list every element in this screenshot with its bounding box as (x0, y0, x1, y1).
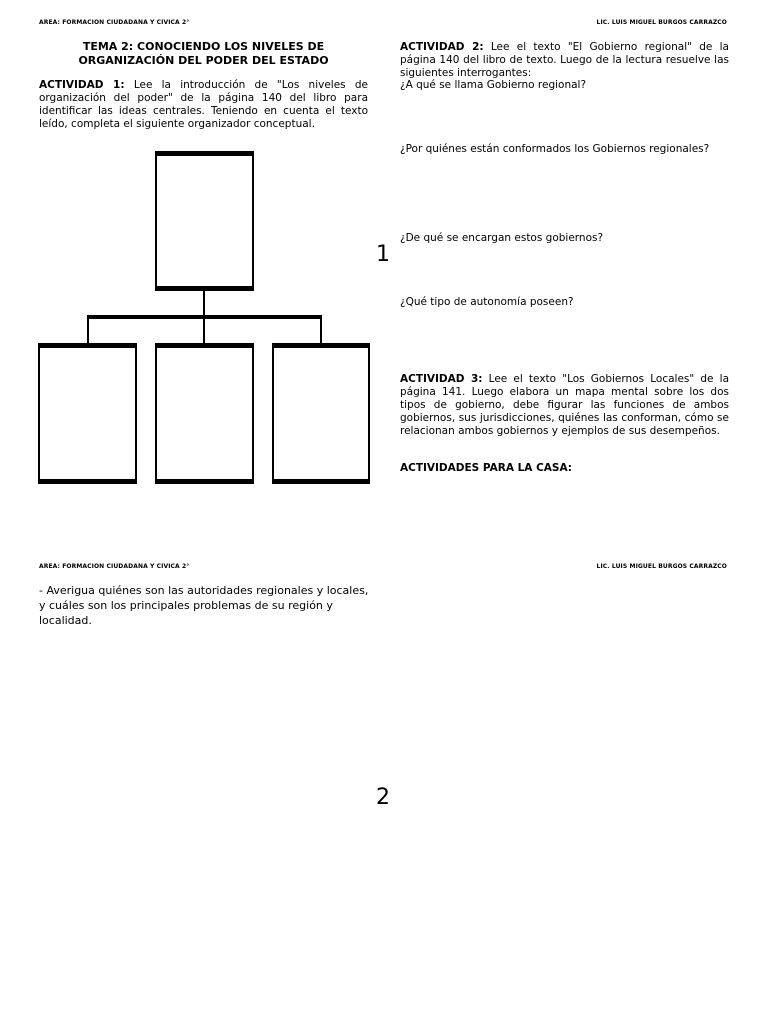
organizer-top-box[interactable] (155, 151, 254, 291)
topic-title-line1: TEMA 2: CONOCIENDO LOS NIVELES DE (82, 40, 325, 53)
organizer-child-box-2[interactable] (155, 343, 254, 484)
question-1: ¿A qué se llama Gobierno regional? (400, 79, 587, 91)
organizer-connector (203, 291, 205, 317)
organizer-connector (87, 317, 89, 345)
page2-header-left: AREA: FORMACION CIUDADANA Y CIVICA 2° (39, 563, 190, 570)
organizer-child-box-1[interactable] (38, 343, 137, 484)
organizer-connector (320, 317, 322, 345)
question-4: ¿Qué tipo de autonomía poseen? (400, 296, 574, 308)
topic-title-line2: ORGANIZACIÓN DEL PODER DEL ESTADO (78, 54, 329, 67)
activity-2 (400, 41, 729, 80)
page1-header-right: LIC. LUIS MIGUEL BURGOS CARRAZCO (596, 19, 727, 26)
organizer-child-box-3[interactable] (272, 343, 370, 484)
question-2: ¿Por quiénes están conformados los Gobiernos regionales? (400, 143, 710, 155)
activity-3-label: ACTIVIDAD 3: (400, 373, 483, 385)
page1-header-left: AREA: FORMACION CIUDADANA Y CIVICA 2° (39, 19, 190, 26)
home-activity-text: - Averigua quiénes son las autoridades regionales y locales, y cuáles son los principales problemas de su región y localidad. (39, 584, 369, 627)
home-activities-title: ACTIVIDADES PARA LA CASA: (400, 462, 572, 474)
activity-3-text: Lee el texto "Los Gobiernos Locales" de la página 141. Luego elabora un mapa mental sobre los dos tipos de gobierno, debe figurar las funciones de ambos gobiernos, sus jurisdicciones, quiénes las conforman, cómo se relacionan ambos gobiernos y ejemplos de sus desempeños. (400, 373, 730, 437)
activity-1-label: ACTIVIDAD 1: (39, 79, 125, 91)
activity-2-label: ACTIVIDAD 2: (400, 41, 484, 53)
activity-1 (39, 79, 368, 131)
activity-3 (400, 373, 729, 438)
topic-title (39, 40, 368, 68)
organizer-connector (203, 317, 205, 345)
question-3: ¿De qué se encargan estos gobiernos? (400, 232, 604, 244)
page2-header-right: LIC. LUIS MIGUEL BURGOS CARRAZCO (596, 563, 727, 570)
page-number-2: 2 (376, 785, 390, 810)
activity-2-text: Lee el texto "El Gobierno regional" de la página 140 del libro de texto. Luego de la lectura resuelve las siguientes interrogantes: (400, 41, 729, 79)
activity-1-text: Lee la introducción de "Los niveles de organización del poder" de la página 140 del libro para identificar las ideas centrales. Teniendo en cuenta el texto leído, completa el siguiente organizador conceptual. (39, 79, 368, 130)
page-number-1: 1 (376, 242, 390, 267)
